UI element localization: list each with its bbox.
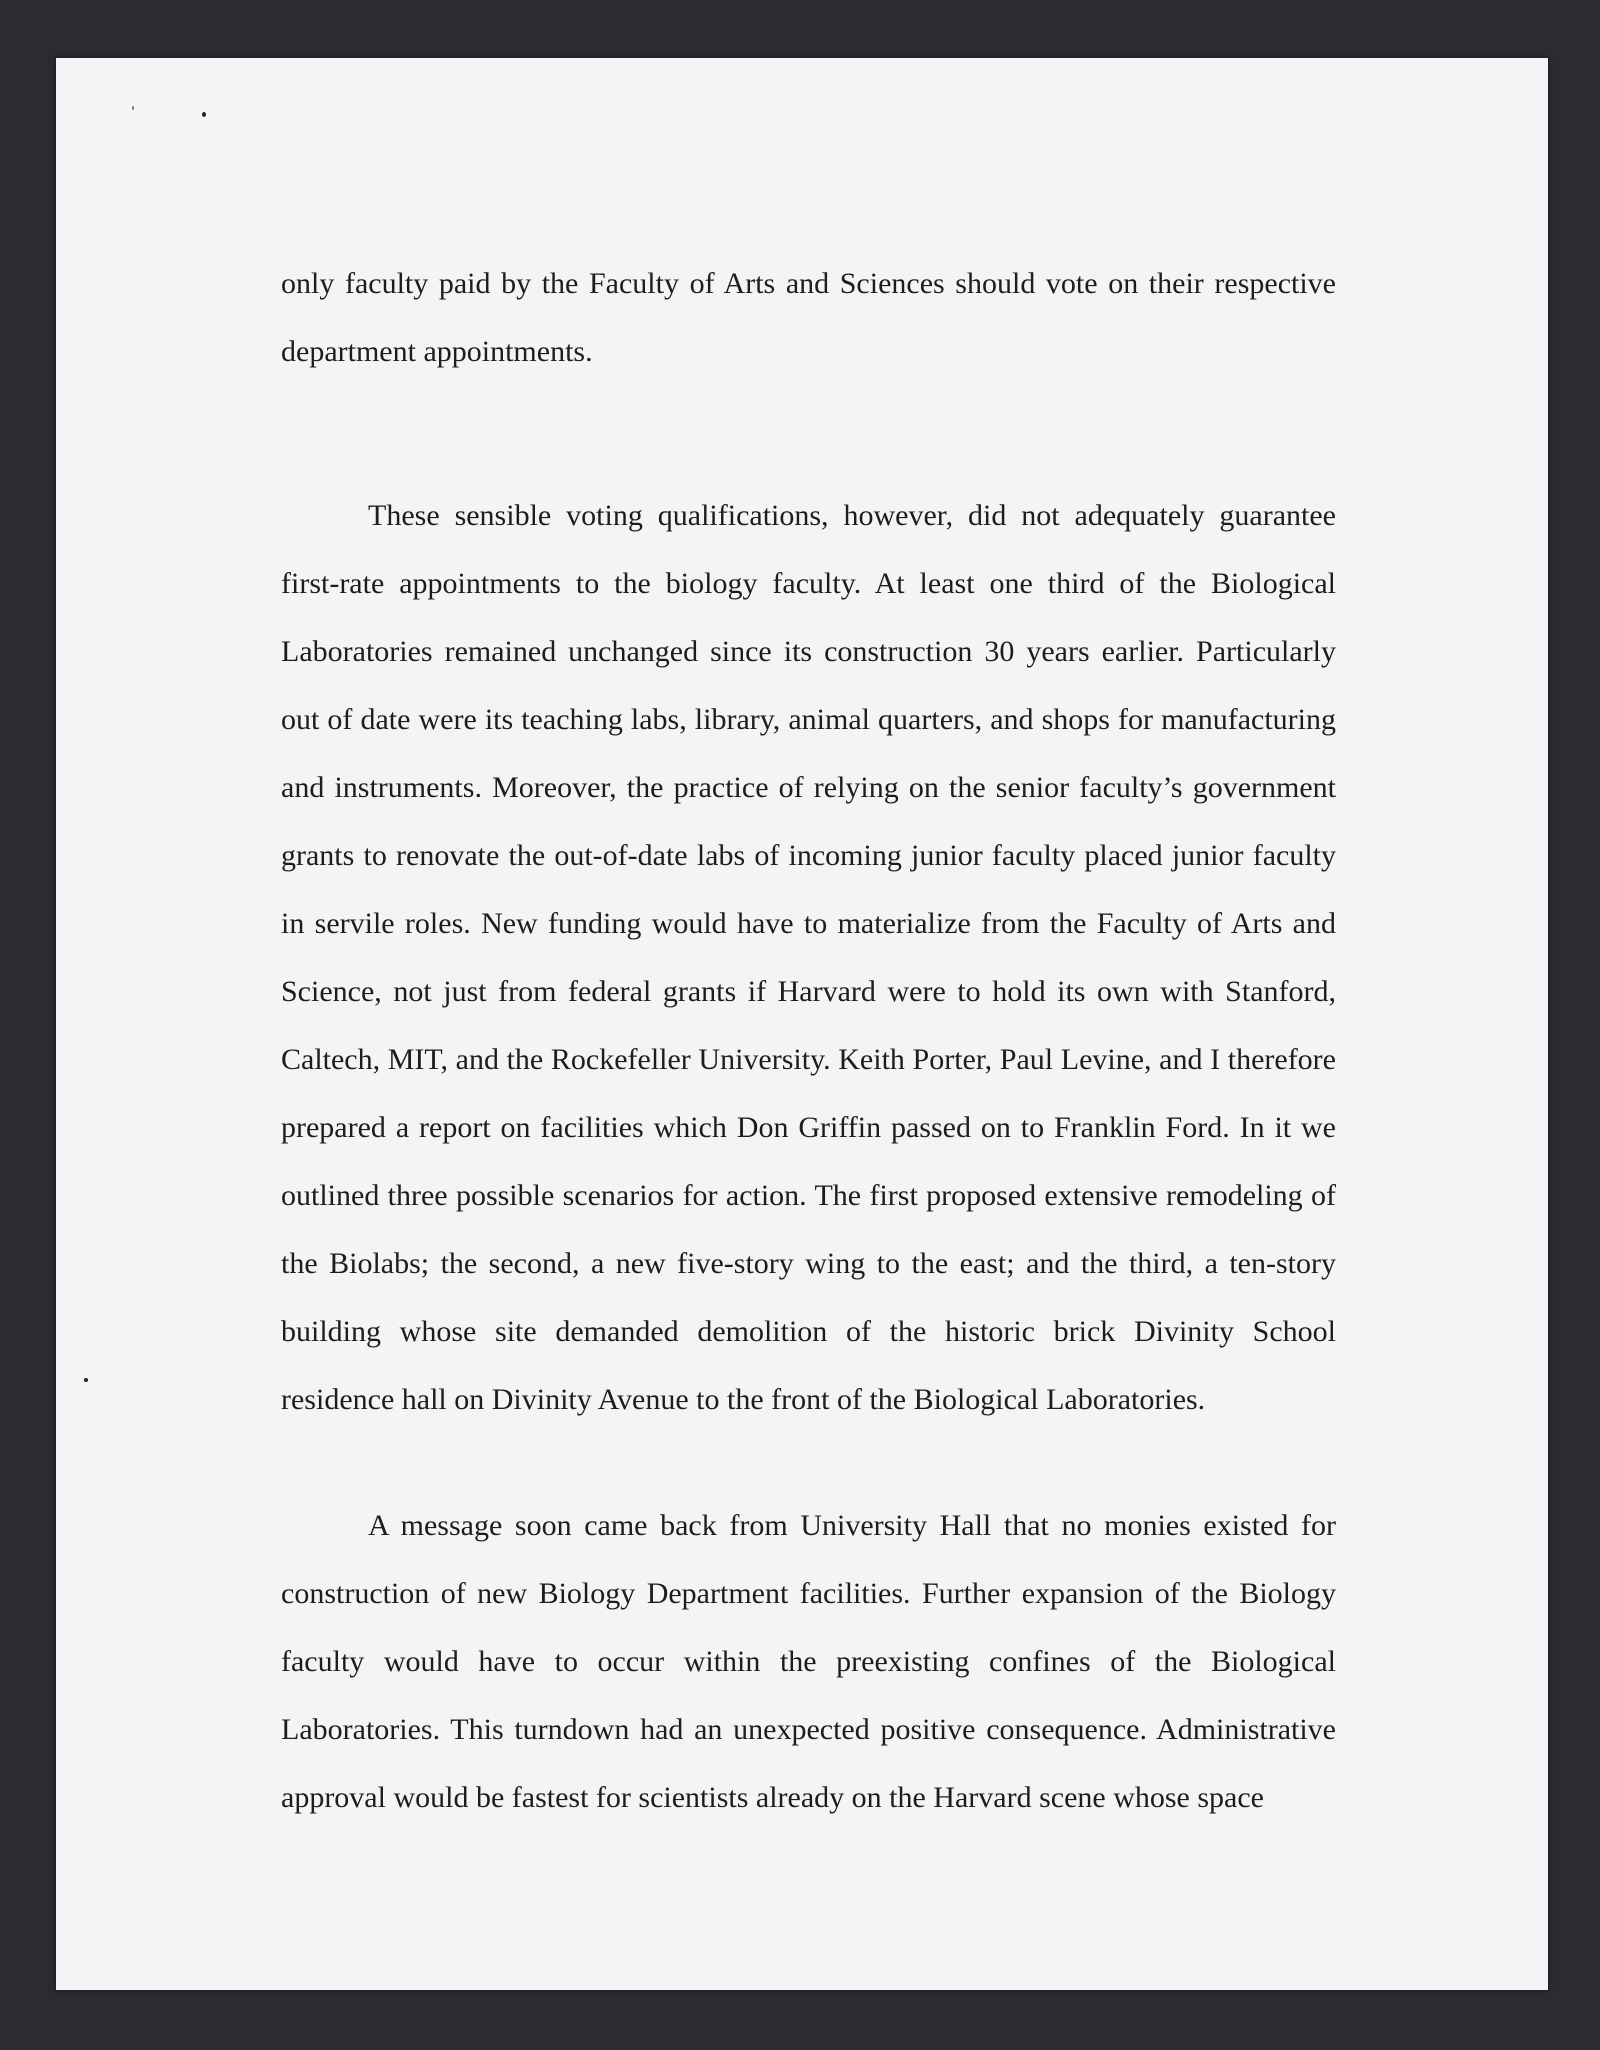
document-page [56, 58, 1548, 1990]
ink-speck [132, 106, 134, 110]
ink-speck [84, 1378, 88, 1382]
paragraph-voting-qualifications: These sensible voting qualifications, however, did not adequately guarantee first-rate appointments to the biology faculty. At least one third of the Biological Laboratories remained unchanged since its construction 30 years earlier. Particularly out of date were its teaching labs, library, animal quarters, and shops for manufacturing and instruments. Moreover, the practice of relying on the senior faculty’s government grants to renovate the out-of-date labs of incoming junior faculty placed junior faculty in servile roles. New funding would have to materialize from the Faculty of Arts and Science, not just from federal grants if Harvard were to hold its own with Stanford, Caltech, MIT, and the Rockefeller University. Keith Porter, Paul Levine, and I therefore prepared a report on facilities which Don Griffin passed on to Franklin Ford. In it we outlined three possible scenarios for action. The first proposed extensive remodeling of the Biolabs; the second, a new five-story wing to the east; and the third, a ten-story building whose site demanded demolition of the historic brick Divinity School residence hall on Divinity Avenue to the front of the Biological Laboratories. [281, 499, 1336, 1416]
ink-speck [202, 112, 206, 117]
paragraph-university-hall-message: A message soon came back from University Hall that no monies existed for construction of new Biology Department facilities. Further expansion of the Biology faculty would have to occur within the preexisting confines of the Biological Laboratories. This turndown had an unexpected positive consequence. Administrative approval would be fastest for scientists already on the Harvard scene whose space [281, 1509, 1336, 1814]
paragraph-continuation: only faculty paid by the Faculty of Arts and Sciences should vote on their respective department appointments. [281, 267, 1336, 368]
